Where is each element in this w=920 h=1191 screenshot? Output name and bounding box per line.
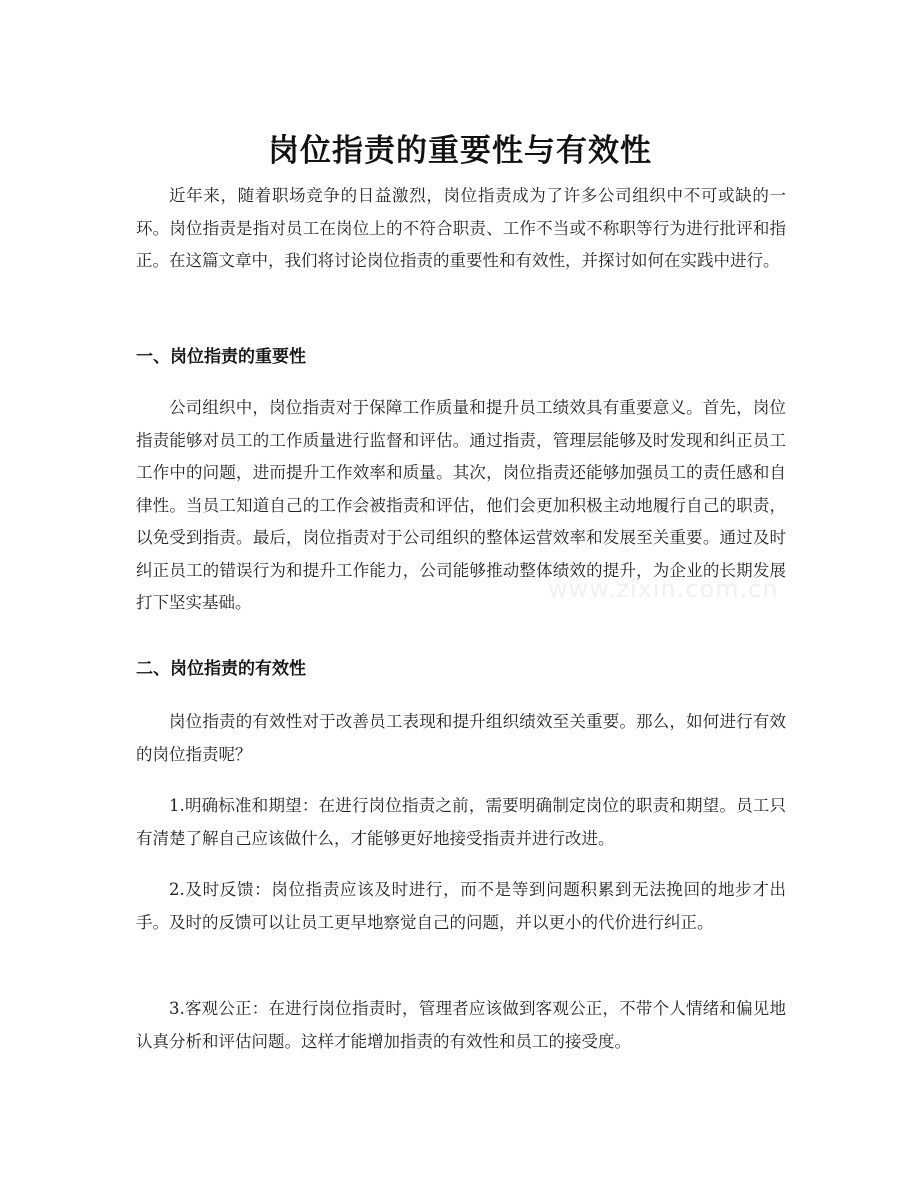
intro-paragraph: 近年来，随着职场竞争的日益激烈，岗位指责成为了许多公司组织中不可或缺的一环。岗位指责是指对员工在岗位上的不符合职责、工作不当或不称职等行为进行批评和指正。在这篇文章中，我们将讨论岗位指责的重要性和有效性，并探讨如何在实践中进行。 bbox=[136, 186, 786, 270]
importance-paragraph: 公司组织中，岗位指责对于保障工作质量和提升员工绩效具有重要意义。首先，岗位指责能够对员工的工作质量进行监督和评估。通过指责，管理层能够及时发现和纠正员工工作中的问题，进而提升工作效率和质量。其次，岗位指责还能够加强员工的责任感和自律性。当员工知道自己的工作会被指责和评估，他们会更加积极主动地履行自己的职责，以免受到指责。最后，岗位指责对于公司组织的整体运营效率和发展至关重要。通过及时纠正员工的错误行为和提升工作能力，公司能够推动整体绩效的提升，为企业的长期发展打下坚实基础。 bbox=[136, 398, 786, 612]
watermark: www.zixin.com.cn bbox=[548, 575, 779, 603]
point-3-paragraph: 3.客观公正：在进行岗位指责时，管理者应该做到客观公正，不带个人情绪和偏见地认真分析和评估问题。这样才能增加指责的有效性和员工的接受度。 bbox=[136, 999, 786, 1051]
section-heading-effectiveness: 二、岗位指责的有效性 bbox=[136, 659, 306, 679]
document-title: 岗位指责的重要性与有效性 bbox=[268, 132, 652, 169]
point-1-paragraph: 1.明确标准和期望：在进行岗位指责之前，需要明确制定岗位的职责和期望。员工只有清楚了解自己应该做什么，才能够更好地接受指责并进行改进。 bbox=[136, 796, 786, 848]
point-2-paragraph: 2.及时反馈：岗位指责应该及时进行，而不是等到问题积累到无法挽回的地步才出手。及时的反馈可以让员工更早地察觉自己的问题，并以更小的代价进行纠正。 bbox=[136, 880, 786, 932]
effectiveness-intro-paragraph: 岗位指责的有效性对于改善员工表现和提升组织绩效至关重要。那么，如何进行有效的岗位指责呢？ bbox=[136, 712, 786, 764]
section-heading-importance: 一、岗位指责的重要性 bbox=[136, 347, 306, 367]
